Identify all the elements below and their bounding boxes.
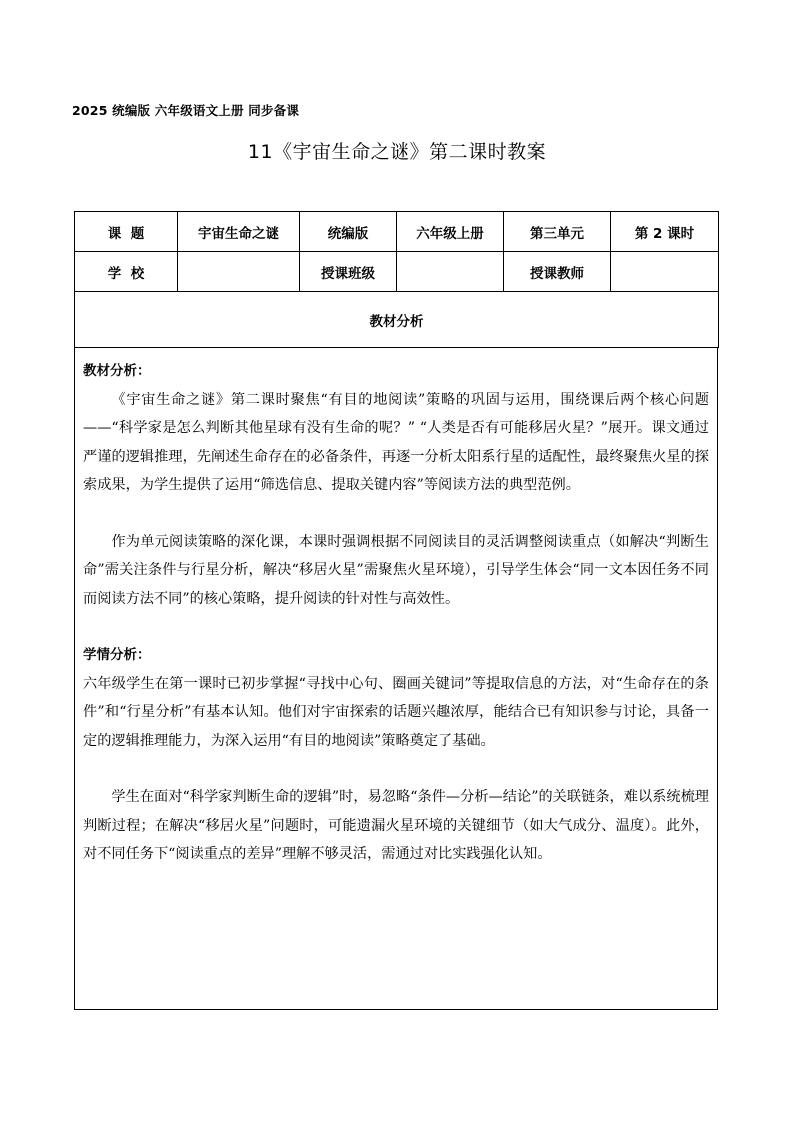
info-row-course <box>75 212 719 252</box>
teacher-label: 授课教师 <box>504 252 611 292</box>
school-label: 学 校 <box>75 252 178 292</box>
topic-label: 课 题 <box>75 212 178 252</box>
edition-value: 统编版 <box>300 212 397 252</box>
textbook-analysis-paragraph-1: 《宇宙生命之谜》第二课时聚焦“有目的地阅读”策略的巩固与运用，围绕课后两个核心问题——“科学家是怎么判断其他星球有没有生命的呢？” “人类是否有可能移居火星？”展开。课文通过严谨的逻辑推理，先阐述生命存在的必备条件，再逐一分析太阳系行星的适配性，最终聚焦火星的探索成果，为学生提供了运用“筛选信息、提取关键内容”等阅读方法的典型范例。 <box>83 391 709 493</box>
spacer <box>83 500 709 528</box>
section-header-row <box>75 292 719 348</box>
lesson-info-table <box>74 211 719 348</box>
section-header: 教材分析 <box>75 292 719 348</box>
student-analysis-paragraph-2: 学生在面对“科学家判断生命的逻辑”时，易忽略“条件—分析—结论”的关联链条，难以系统梳理判断过程；在解决“移居火星”问题时，可能遗漏火星环境的关键细节（如大气成分、温度）。此外，对不同任务下“阅读重点的差异”理解不够灵活，需通过对比实践强化认知。 <box>83 789 709 862</box>
teacher-value[interactable] <box>611 252 719 292</box>
school-value[interactable] <box>178 252 300 292</box>
document-title: 11《宇宙生命之谜》第二课时教案 <box>247 141 547 163</box>
class-label: 授课班级 <box>300 252 397 292</box>
student-analysis-paragraph-1: 六年级学生在第一课时已初步掌握“寻找中心句、圈画关键词”等提取信息的方法，对“生命存在的条件”和“行星分析”有基本认知。他们对宇宙探索的话题兴趣浓厚，能结合已有知识参与讨论，具备一定的逻辑推理能力，为深入运用“有目的地阅读”策略奠定了基础。 <box>83 675 709 749</box>
info-row-school <box>75 252 719 292</box>
student-analysis-label: 学情分析： <box>83 647 151 663</box>
class-value[interactable] <box>397 252 504 292</box>
unit-value: 第三单元 <box>504 212 611 252</box>
spacer <box>83 613 709 641</box>
edition-header: 2025 统编版 六年级语文上册 同步备课 <box>72 103 300 118</box>
grade-value: 六年级上册 <box>397 212 504 252</box>
textbook-analysis-label: 教材分析： <box>83 363 151 379</box>
lesson-value: 第 2 课时 <box>611 212 719 252</box>
textbook-analysis-paragraph-2: 作为单元阅读策略的深化课，本课时强调根据不同阅读目的灵活调整阅读重点（如解决“判断生命”需关注条件与行星分析，解决“移居火星”需聚焦火星环境），引导学生体会“同一文本因任务不同而阅读方法不同”的核心策略，提升阅读的针对性与高效性。 <box>83 533 709 607</box>
analysis-content <box>74 347 718 1010</box>
topic-value: 宇宙生命之谜 <box>178 212 300 252</box>
spacer <box>83 755 709 783</box>
